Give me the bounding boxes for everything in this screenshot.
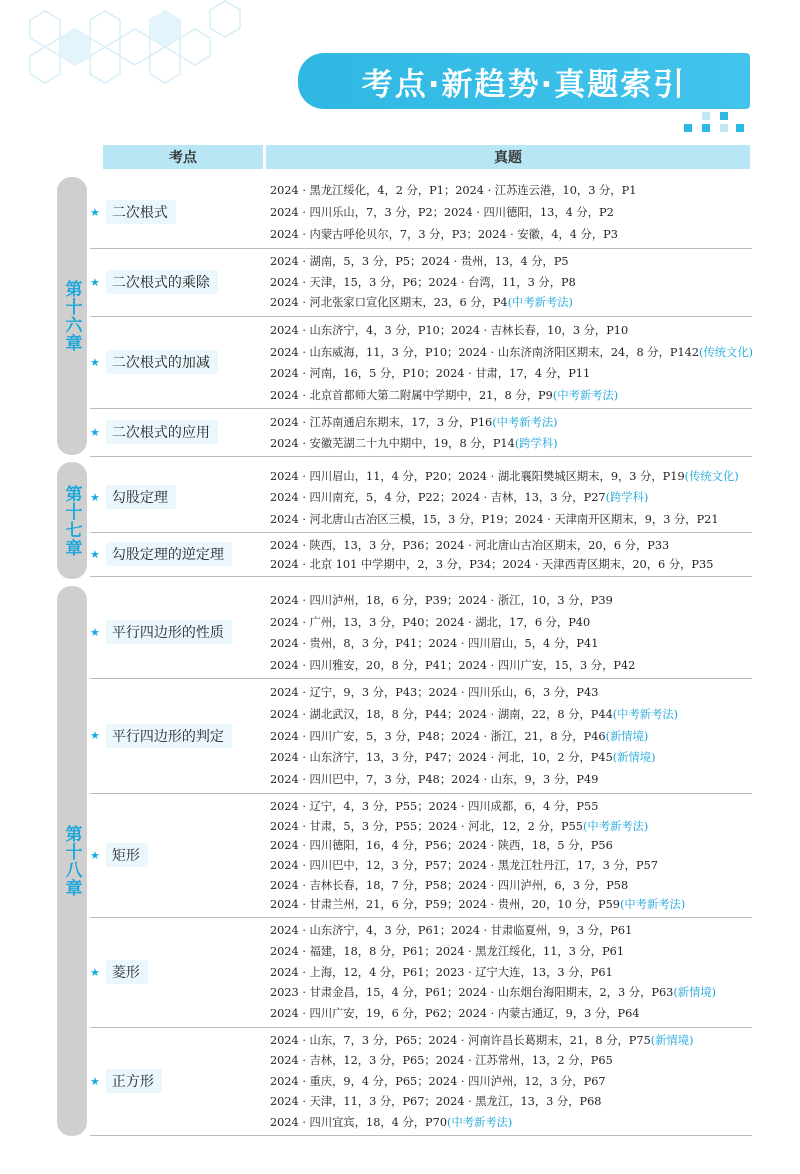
kaodian-section bbox=[90, 532, 752, 577]
zhenti-text: 2024 · 河北张家口宣化区期末，23，6 分，P4 bbox=[270, 296, 508, 310]
kaodian-cell bbox=[90, 248, 260, 316]
column-header-label: 真题 bbox=[494, 150, 522, 166]
zhenti-row bbox=[270, 769, 752, 791]
zhenti-row bbox=[270, 921, 752, 942]
kaodian-label: 勾股定理的逆定理 bbox=[106, 542, 232, 566]
zhenti-text: 2024 · 四川眉山，11，4 分，P20；2024 · 湖北襄阳樊城区期末，9，3 分，P19 bbox=[270, 470, 685, 483]
kaodian-label: 菱形 bbox=[106, 960, 148, 984]
zhenti-text: 2024 · 天津，11，3 分，P67；2024 · 黑龙江，13，3 分，P68 bbox=[270, 1095, 602, 1109]
zhenti-row bbox=[270, 363, 752, 385]
star-icon: ★ bbox=[90, 425, 100, 439]
zhenti-row bbox=[270, 963, 752, 984]
zhenti-row bbox=[270, 942, 752, 963]
zhenti-row bbox=[270, 747, 752, 769]
chapter-label: 第十七章 bbox=[61, 484, 82, 557]
trend-tag: (传统文化) bbox=[684, 470, 739, 483]
kaodian-cell bbox=[90, 586, 260, 678]
zhenti-row bbox=[270, 1051, 752, 1071]
kaodian-section bbox=[90, 1027, 752, 1136]
trend-tag: (传统文化) bbox=[699, 345, 754, 359]
zhenti-row bbox=[270, 273, 752, 294]
star-icon: ★ bbox=[90, 205, 100, 219]
zhenti-text: 2024 · 北京首都师大第二附属中学期中，21，8 分，P9 bbox=[270, 388, 553, 402]
zhenti-row bbox=[270, 180, 752, 202]
zhenti-text: 2024 · 江苏南通启东期末，17，3 分，P16 bbox=[270, 416, 493, 429]
kaodian-section bbox=[90, 248, 752, 317]
zhenti-row bbox=[270, 726, 752, 748]
kaodian-label: 二次根式的加减 bbox=[106, 350, 218, 374]
trend-tag: (中考新考法) bbox=[507, 296, 573, 310]
pixel-square-decoration bbox=[680, 112, 750, 134]
zhenti-list bbox=[270, 412, 752, 454]
zhenti-text: 2024 · 安徽芜湖二十九中期中，19，8 分，P14 bbox=[270, 437, 515, 450]
zhenti-list bbox=[270, 590, 752, 676]
kaodian-section bbox=[90, 462, 752, 533]
chapter-label: 第十八章 bbox=[61, 825, 82, 897]
kaodian-cell bbox=[90, 793, 260, 917]
kaodian-cell bbox=[90, 316, 260, 408]
zhenti-row bbox=[270, 320, 752, 342]
zhenti-text: 2024 · 内蒙古呼伦贝尔，7，3 分，P3；2024 · 安徽，4，4 分，P3 bbox=[270, 228, 618, 241]
kaodian-label: 二次根式的乘除 bbox=[106, 270, 218, 294]
zhenti-row bbox=[270, 433, 752, 454]
star-icon: ★ bbox=[90, 965, 100, 979]
zhenti-text: 2024 · 湖南，5，3 分，P5；2024 · 贵州，13，4 分，P5 bbox=[270, 255, 569, 268]
zhenti-row bbox=[270, 224, 752, 246]
kaodian-label: 正方形 bbox=[106, 1069, 162, 1093]
zhenti-text: 2024 · 四川广安，19，6 分，P62；2024 · 内蒙古通辽，9，3 分，P64 bbox=[270, 1007, 640, 1021]
chapter-label: 第十六章 bbox=[61, 280, 82, 352]
zhenti-row bbox=[270, 1113, 752, 1133]
hexagon-pattern-decoration bbox=[0, 0, 300, 110]
zhenti-row bbox=[270, 983, 752, 1004]
zhenti-text: 2024 · 福建，18，8 分，P61；2024 · 黑龙江绥化，11，3 分，P61 bbox=[270, 944, 625, 958]
zhenti-row bbox=[270, 412, 752, 433]
zhenti-row bbox=[270, 487, 752, 508]
zhenti-list bbox=[270, 466, 752, 530]
zhenti-text: 2024 · 山东，7，3 分，P65；2024 · 河南许昌长葛期末，21，8 分，P75 bbox=[270, 1034, 651, 1047]
zhenti-text: 2024 · 吉林，12，3 分，P65；2024 · 江苏常州，13，2 分，P65 bbox=[270, 1054, 613, 1068]
zhenti-text: 2024 · 湖北武汉，18，8 分，P44；2024 · 湖南，22，8 分，P44 bbox=[270, 707, 613, 721]
zhenti-row bbox=[270, 704, 752, 726]
zhenti-text: 2024 · 四川广安，5，3 分，P48；2024 · 浙江，21，8 分，P46 bbox=[270, 729, 606, 743]
kaodian-cell bbox=[90, 176, 260, 248]
star-icon: ★ bbox=[90, 729, 100, 742]
zhenti-text: 2024 · 四川雅安，20，8 分，P41；2024 · 四川广安，15，3 分，P42 bbox=[270, 658, 636, 672]
trend-tag: (中考新考法) bbox=[552, 388, 619, 402]
kaodian-cell bbox=[90, 917, 260, 1027]
zhenti-row bbox=[270, 1004, 752, 1025]
trend-tag: (中考新考法) bbox=[582, 819, 649, 833]
zhenti-row bbox=[270, 590, 752, 612]
zhenti-text: 2024 · 吉林长春，18，7 分，P58；2024 · 四川泸州，6，3 分，P58 bbox=[270, 878, 629, 892]
zhenti-text: 2024 · 四川南充，5，4 分，P22；2024 · 吉林，13，3 分，P27 bbox=[270, 491, 606, 505]
kaodian-section bbox=[90, 176, 752, 249]
zhenti-text: 2024 · 重庆，9，4 分，P65；2024 · 四川泸州，12，3 分，P67 bbox=[270, 1074, 606, 1088]
zhenti-text: 2024 · 黑龙江绥化，4，2 分，P1；2024 · 江苏连云港，10，3 分，P1 bbox=[270, 184, 637, 197]
trend-tag: (跨学科) bbox=[514, 437, 558, 450]
star-icon: ★ bbox=[90, 355, 100, 369]
zhenti-row bbox=[270, 1031, 752, 1051]
zhenti-row bbox=[270, 836, 752, 856]
page-title: 考点·新趋势·真题索引 bbox=[361, 66, 687, 103]
column-header-label: 考点 bbox=[169, 150, 197, 166]
star-icon: ★ bbox=[90, 547, 100, 561]
zhenti-row bbox=[270, 1092, 752, 1112]
kaodian-label: 平行四边形的性质 bbox=[106, 620, 232, 644]
kaodian-label: 勾股定理 bbox=[106, 485, 176, 509]
zhenti-text: 2024 · 河南，16，5 分，P10；2024 · 甘肃，17，4 分，P11 bbox=[270, 367, 591, 380]
zhenti-text: 2024 · 辽宁，9，3 分，P43；2024 · 四川乐山，6，3 分，P43 bbox=[270, 686, 599, 699]
zhenti-row bbox=[270, 466, 752, 487]
zhenti-text: 2024 · 天津，15，3 分，P6；2024 · 台湾，11，3 分，P8 bbox=[270, 275, 576, 289]
zhenti-row bbox=[270, 682, 752, 704]
kaodian-cell bbox=[90, 532, 260, 576]
kaodian-cell bbox=[90, 408, 260, 456]
zhenti-row bbox=[270, 252, 752, 273]
trend-tag: (新情境) bbox=[650, 1034, 694, 1047]
page-title-banner bbox=[298, 53, 750, 109]
kaodian-label: 平行四边形的判定 bbox=[106, 724, 232, 748]
zhenti-row bbox=[270, 895, 752, 915]
zhenti-text: 2024 · 陕西，13，3 分，P36；2024 · 河北唐山古冶区期末，20，6 分，P33 bbox=[270, 539, 670, 552]
kaodian-cell bbox=[90, 1027, 260, 1135]
chapter-17-tab bbox=[57, 462, 87, 579]
zhenti-list bbox=[270, 252, 752, 314]
kaodian-label: 二次根式的应用 bbox=[106, 420, 218, 444]
kaodian-cell bbox=[90, 462, 260, 532]
zhenti-row bbox=[270, 293, 752, 314]
zhenti-text: 2024 · 四川巴中，7，3 分，P48；2024 · 山东，9，3 分，P49 bbox=[270, 773, 599, 787]
chapter-16-tab bbox=[57, 177, 87, 455]
zhenti-list bbox=[270, 180, 752, 246]
zhenti-row bbox=[270, 633, 752, 655]
zhenti-list bbox=[270, 320, 752, 406]
zhenti-text: 2024 · 四川德阳，16，4 分，P56；2024 · 陕西，18，5 分，P56 bbox=[270, 839, 613, 853]
star-icon: ★ bbox=[90, 625, 100, 639]
zhenti-row bbox=[270, 612, 752, 634]
zhenti-text: 2024 · 四川泸州，18，6 分，P39；2024 · 浙江，10，3 分，P39 bbox=[270, 594, 613, 607]
zhenti-row bbox=[270, 856, 752, 876]
zhenti-text: 2024 · 甘肃兰州，21，6 分，P59；2024 · 贵州，20，10 分，P59 bbox=[270, 898, 620, 912]
trend-tag: (新情境) bbox=[605, 729, 649, 743]
zhenti-text: 2024 · 甘肃，5，3 分，P55；2024 · 河北，12，2 分，P55 bbox=[270, 819, 583, 833]
zhenti-text: 2023 · 甘肃金昌，15，4 分，P61；2024 · 山东烟台海阳期末，2，3 分，P63 bbox=[270, 986, 674, 1000]
kaodian-section bbox=[90, 316, 752, 409]
kaodian-label: 二次根式 bbox=[106, 200, 176, 224]
zhenti-row bbox=[270, 876, 752, 896]
zhenti-text: 2024 · 山东济宁，13，3 分，P47；2024 · 河北，10，2 分，P45 bbox=[270, 751, 613, 765]
zhenti-text: 2024 · 河北唐山古冶区三模，15，3 分，P19；2024 · 天津南开区期末，9，3 分，P21 bbox=[270, 512, 719, 526]
star-icon: ★ bbox=[90, 490, 100, 504]
zhenti-text: 2024 · 贵州，8，3 分，P41；2024 · 四川眉山，5，4 分，P41 bbox=[270, 637, 599, 650]
zhenti-row bbox=[270, 817, 752, 837]
column-header-kaodian bbox=[103, 145, 263, 169]
star-icon: ★ bbox=[90, 1074, 100, 1088]
kaodian-section bbox=[90, 793, 752, 918]
trend-tag: (中考新考法) bbox=[619, 898, 686, 912]
trend-tag: (新情境) bbox=[612, 751, 656, 765]
zhenti-list bbox=[270, 536, 752, 574]
zhenti-text: 2024 · 四川巴中，12，3 分，P57；2024 · 黑龙江牡丹江，17，3 分，P57 bbox=[270, 858, 658, 872]
zhenti-text: 2024 · 山东济宁，4，3 分，P61；2024 · 甘肃临夏州，9，3 分，P61 bbox=[270, 924, 633, 937]
zhenti-row bbox=[270, 509, 752, 530]
zhenti-text: 2024 · 辽宁，4，3 分，P55；2024 · 四川成都，6，4 分，P55 bbox=[270, 800, 599, 813]
zhenti-row bbox=[270, 342, 752, 364]
kaodian-section bbox=[90, 678, 752, 794]
zhenti-row bbox=[270, 202, 752, 224]
zhenti-text: 2024 · 上海，12，4 分，P61；2023 · 辽宁大连，13，3 分，P61 bbox=[270, 965, 613, 979]
zhenti-row bbox=[270, 1072, 752, 1092]
zhenti-list bbox=[270, 797, 752, 915]
zhenti-list bbox=[270, 921, 752, 1025]
zhenti-row bbox=[270, 555, 752, 574]
star-icon: ★ bbox=[90, 275, 100, 289]
kaodian-label: 矩形 bbox=[106, 843, 148, 867]
kaodian-section bbox=[90, 408, 752, 457]
chapter-18-tab bbox=[57, 586, 87, 1136]
zhenti-text: 2024 · 四川乐山，7，3 分，P2；2024 · 四川德阳，13，4 分，P2 bbox=[270, 206, 614, 219]
trend-tag: (中考新考法) bbox=[447, 1115, 513, 1129]
zhenti-row bbox=[270, 536, 752, 555]
kaodian-section bbox=[90, 917, 752, 1028]
zhenti-row bbox=[270, 797, 752, 817]
zhenti-text: 2024 · 四川宜宾，18，4 分，P70 bbox=[270, 1115, 448, 1129]
zhenti-text: 2024 · 广州，13，3 分，P40；2024 · 湖北，17，6 分，P40 bbox=[270, 615, 591, 629]
trend-tag: (新情境) bbox=[673, 986, 717, 1000]
zhenti-row bbox=[270, 385, 752, 407]
trend-tag: (中考新考法) bbox=[492, 416, 558, 429]
zhenti-text: 2024 · 北京 101 中学期中，2，3 分，P34；2024 · 天津西青区期末，20，6 分，P35 bbox=[270, 558, 714, 571]
trend-tag: (中考新考法) bbox=[612, 707, 679, 721]
star-icon: ★ bbox=[90, 848, 100, 862]
zhenti-text: 2024 · 山东济宁，4，3 分，P10；2024 · 吉林长春，10，3 分，P10 bbox=[270, 324, 629, 337]
kaodian-cell bbox=[90, 678, 260, 793]
column-header-zhenti bbox=[266, 145, 750, 169]
zhenti-text: 2024 · 山东威海，11，3 分，P10；2024 · 山东济南济阳区期末，24，8 分，P142 bbox=[270, 345, 700, 359]
kaodian-section bbox=[90, 586, 752, 679]
trend-tag: (跨学科) bbox=[605, 491, 649, 505]
zhenti-list bbox=[270, 1031, 752, 1133]
zhenti-row bbox=[270, 655, 752, 677]
zhenti-list bbox=[270, 682, 752, 791]
